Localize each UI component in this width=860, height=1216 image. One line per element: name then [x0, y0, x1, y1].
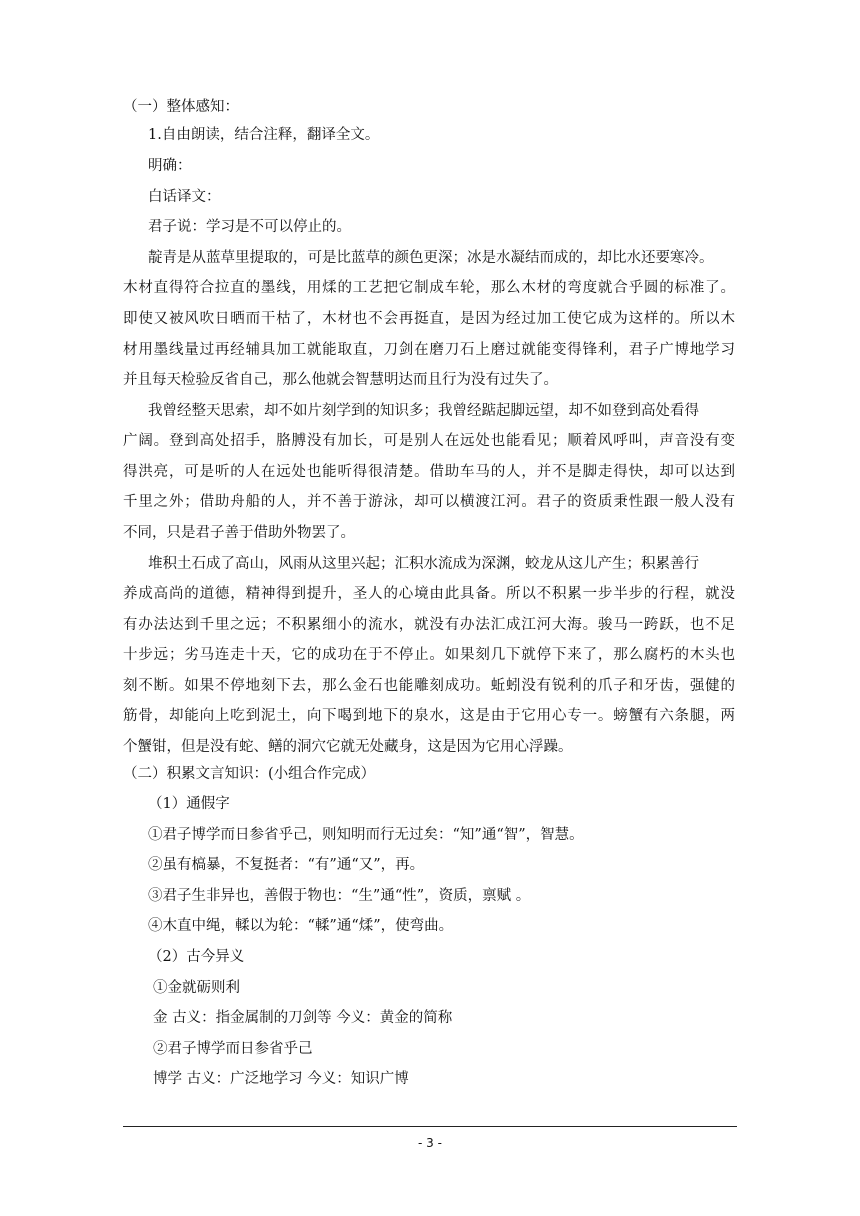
- text-line: 个蟹钳，但是没有蛇、鳝的洞穴它就无处藏身，这是因为它用心浮躁。: [123, 739, 573, 755]
- text-line: ①君子博学而日参省乎己，则知明而行无过矣：“知”通“智”，智慧。: [148, 827, 584, 843]
- text-line: （二）积累文言知识：(小组合作完成）: [123, 766, 376, 782]
- text-line: 我曾经整天思索，却不如片刻学到的知识多；我曾经踮起脚远望，却不如登到高处看得: [148, 403, 699, 419]
- text-line: 不同，只是君子善于借助外物罢了。: [123, 525, 355, 541]
- text-line: ②虽有槁暴，不复挺者：“有”通“又”，再。: [148, 857, 425, 873]
- text-line: 筋骨，却能向上吃到泥土，向下喝到地下的泉水，这是由于它用心专一。螃蟹有六条腿，两: [123, 708, 735, 724]
- footer-divider: [123, 1126, 737, 1127]
- text-line: （2）古今异义: [148, 949, 245, 965]
- text-line: ②君子博学而日参省乎己: [153, 1041, 313, 1057]
- text-line: 君子说：学习是不可以停止的。: [148, 219, 351, 235]
- text-line: 养成高尚的道德，精神得到提升，圣人的心境由此具备。所以不积累一步半步的行程，就没: [123, 586, 735, 602]
- text-line: 有办法达到千里之远；不积累细小的流水，就没有办法汇成江河大海。骏马一跨跃，也不足: [123, 617, 735, 633]
- text-line: ①金就砺则利: [153, 980, 240, 996]
- text-line: 靛青是从蓝草里提取的，可是比蓝草的颜色更深；冰是水凝结而成的，却比水还要寒冷。: [148, 250, 714, 266]
- text-line: 十步远；劣马连走十天，它的成功在于不停止。如果刻几下就停下来了，那么腐朽的木头也: [123, 647, 735, 663]
- text-line: 并且每天检验反省自己，那么他就会智慧明达而且行为没有过失了。: [123, 372, 558, 388]
- text-line: （1）通假字: [148, 796, 230, 812]
- text-line: 博学 古义：广泛地学习 今义：知识广博: [153, 1071, 409, 1087]
- text-line: ③君子生非异也，善假于物也：“生”通“性”，资质，禀赋 。: [148, 888, 531, 904]
- text-line: 材用墨线量过再经辅具加工就能取直，刀剑在磨刀石上磨过就能变得锋利，君子广博地学习: [123, 342, 735, 358]
- text-line: 木材直得符合拉直的墨线，用煣的工艺把它制成车轮，那么木材的弯度就合乎圆的标准了。: [123, 280, 735, 296]
- text-line: ④木直中绳，輮以为轮：“輮”通“煣”，使弯曲。: [148, 918, 454, 934]
- text-line: 广阔。登到高处招手，胳膊没有加长，可是别人在远处也能看见；顺着风呼叫，声音没有变: [123, 433, 735, 449]
- text-line: 1.自由朗读，结合注释，翻译全文。: [148, 127, 380, 143]
- text-line: 千里之外；借助舟船的人，并不善于游泳，却可以横渡江河。君子的资质秉性跟一般人没有: [123, 494, 735, 510]
- text-line: （一）整体感知：: [123, 99, 239, 115]
- page-number: - 3 -: [418, 1136, 442, 1150]
- text-line: 白话译文：: [148, 189, 221, 205]
- text-line: 明确：: [148, 158, 192, 174]
- text-line: 金 古义：指金属制的刀剑等 今义：黄金的简称: [153, 1010, 453, 1026]
- text-line: 得洪亮，可是听的人在远处也能听得很清楚。借助车马的人，并不是脚走得快，却可以达到: [123, 464, 735, 480]
- text-line: 即使又被风吹日晒而干枯了，木材也不会再挺直，是因为经过加工使它成为这样的。所以木: [123, 311, 735, 327]
- text-line: 堆积土石成了高山，风雨从这里兴起；汇积水流成为深渊，蛟龙从这儿产生；积累善行: [148, 556, 699, 572]
- text-line: 刻不断。如果不停地刻下去，那么金石也能雕刻成功。蚯蚓没有锐利的爪子和牙齿，强健的: [123, 678, 735, 694]
